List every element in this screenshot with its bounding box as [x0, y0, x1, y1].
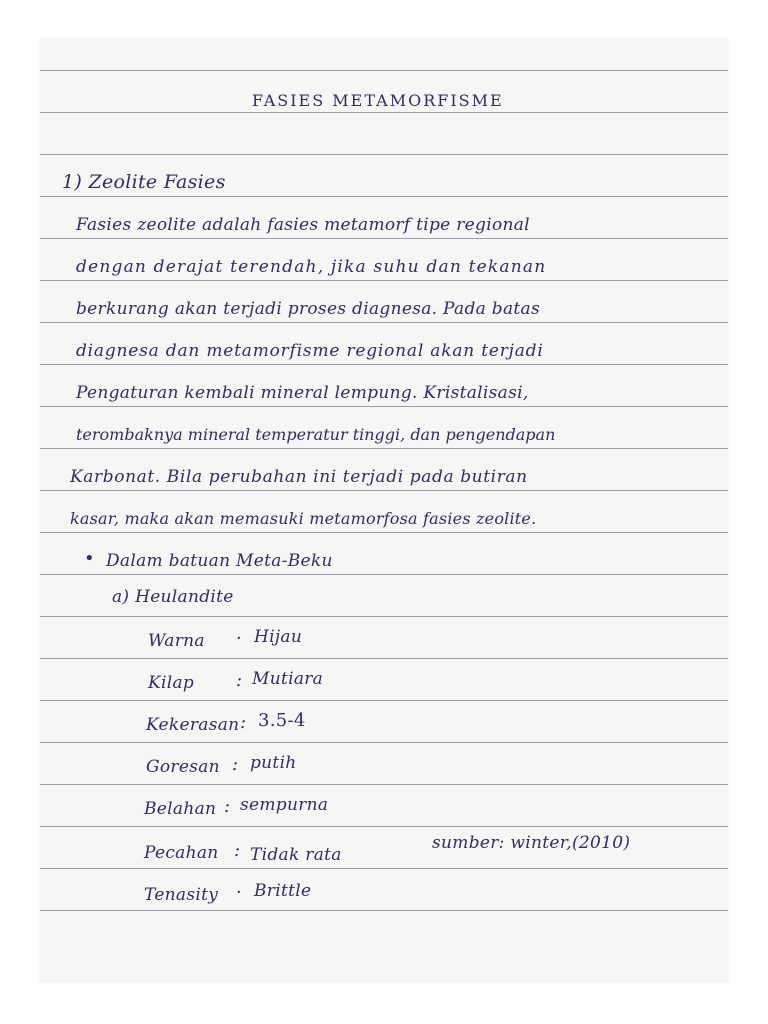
property-label: Tenasity — [144, 885, 219, 905]
ruled-line — [40, 700, 728, 701]
property-value: Tidak rata — [250, 845, 342, 865]
property-label: Kilap — [148, 673, 195, 693]
property-separator: : — [234, 840, 241, 861]
property-separator: : — [240, 712, 247, 733]
paragraph-line: kasar, maka akan memasuki metamorfosa fasies zeolite. — [70, 509, 537, 528]
bullet-text: Dalam batuan Meta-Beku — [106, 551, 333, 571]
ruled-line — [40, 322, 728, 323]
property-value: 3.5-4 — [258, 710, 306, 731]
ruled-line — [40, 616, 728, 617]
property-separator: : — [224, 796, 231, 817]
property-label: Warna — [148, 631, 205, 651]
ruled-line — [40, 196, 728, 197]
property-separator: · — [236, 628, 243, 649]
ruled-line — [40, 742, 728, 743]
property-label: Kekerasan — [146, 715, 240, 735]
paragraph-line: terombaknya mineral temperatur tinggi, dan pengendapan — [76, 425, 556, 444]
property-separator: : — [236, 670, 243, 691]
paragraph-line: berkurang akan terjadi proses diagnesa. Pada batas — [76, 299, 540, 319]
ruled-line — [40, 490, 728, 491]
mineral-heading: a) Heulandite — [112, 587, 234, 607]
ruled-line — [40, 70, 728, 71]
ruled-line — [40, 448, 728, 449]
ruled-line — [40, 574, 728, 575]
notebook-page — [40, 38, 728, 982]
paragraph-line: Karbonat. Bila perubahan ini terjadi pada butiran — [70, 467, 528, 487]
ruled-line — [40, 826, 728, 827]
ruled-line — [40, 658, 728, 659]
property-label: Belahan — [144, 799, 217, 819]
source-citation: sumber: winter,(2010) — [432, 833, 631, 853]
property-value: Brittle — [254, 881, 312, 901]
page-title: FASIES METAMORFISME — [252, 91, 504, 110]
property-separator: : — [232, 754, 239, 775]
property-separator: · — [236, 882, 243, 903]
ruled-line — [40, 112, 728, 113]
paragraph-line: Fasies zeolite adalah fasies metamorf tipe regional — [76, 215, 530, 235]
ruled-line — [40, 238, 728, 239]
ruled-line — [40, 868, 728, 869]
paragraph-line: Pengaturan kembali mineral lempung. Kristalisasi, — [76, 383, 529, 403]
ruled-line — [40, 154, 728, 155]
ruled-line — [40, 910, 728, 911]
ruled-line — [40, 364, 728, 365]
ruled-line — [40, 532, 728, 533]
property-label: Pecahan — [144, 843, 219, 863]
bullet-dot: • — [84, 548, 95, 569]
ruled-line — [40, 406, 728, 407]
ruled-line — [40, 784, 728, 785]
ruled-line — [40, 280, 728, 281]
property-value: putih — [250, 753, 297, 773]
property-label: Goresan — [146, 757, 220, 777]
property-value: Mutiara — [252, 669, 324, 689]
section-heading: 1) Zeolite Fasies — [62, 171, 226, 193]
paragraph-line: dengan derajat terendah, jika suhu dan tekanan — [76, 257, 547, 277]
property-value: Hijau — [254, 627, 303, 647]
paragraph-line: diagnesa dan metamorfisme regional akan terjadi — [76, 341, 544, 361]
property-value: sempurna — [240, 795, 329, 815]
